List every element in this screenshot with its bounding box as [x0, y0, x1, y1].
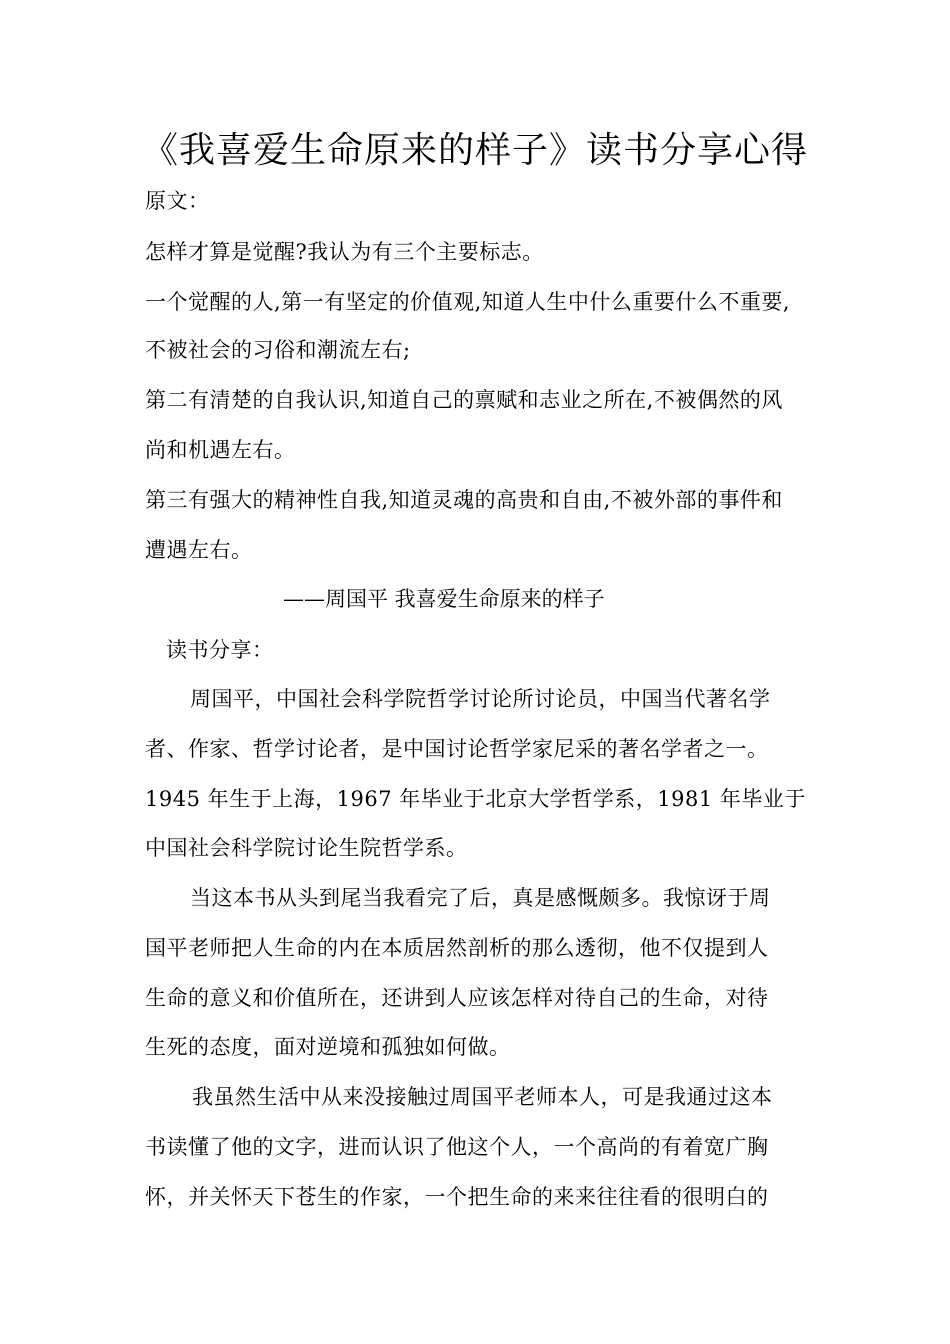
share-heading: 读书分享：	[166, 638, 274, 662]
original-line: 第三有强大的精神性自我,知道灵魂的高贵和自由,不被外部的事件和	[145, 488, 783, 512]
original-line: 不被社会的习俗和潮流左右;	[145, 338, 411, 362]
original-line: 怎样才算是觉醒?我认为有三个主要标志。	[145, 240, 544, 264]
attribution: ——周国平 我喜爱生命原来的样子	[283, 587, 605, 611]
paragraph-line: 周国平，中国社会科学院哲学讨论所讨论员，中国当代著名学	[190, 687, 771, 711]
paragraph-line: 1945 年生于上海，1967 年毕业于北京大学哲学系，1981 年毕业于	[145, 787, 806, 811]
paragraph-line: 中国社会科学院讨论生院哲学系。	[145, 836, 468, 860]
document-title: 《我喜爱生命原来的样子》读书分享心得	[141, 130, 808, 171]
original-heading: 原文：	[145, 189, 210, 213]
paragraph-line: 当这本书从头到尾当我看完了后，真是感慨颇多。我惊讶于周	[190, 886, 771, 910]
paragraph-line: 怀，并关怀天下苍生的作家，一个把生命的来来往往看的很明白的	[145, 1185, 769, 1209]
paragraph-line: 我虽然生活中从来没接触过周国平老师本人，可是我通过这本	[192, 1085, 773, 1109]
paragraph-line: 国平老师把人生命的内在本质居然剖析的那么透彻，他不仅提到人	[145, 936, 769, 960]
original-line: 遭遇左右。	[145, 538, 253, 562]
paragraph-line: 者、作家、哲学讨论者，是中国讨论哲学家尼采的著名学者之一。	[145, 737, 769, 761]
paragraph-line: 生死的态度，面对逆境和孤独如何做。	[145, 1035, 511, 1059]
paragraph-line: 生命的意义和价值所在，还讲到人应该怎样对待自己的生命，对待	[145, 986, 769, 1010]
original-line: 第二有清楚的自我认识,知道自己的禀赋和志业之所在,不被偶然的风	[145, 388, 783, 412]
paragraph-line: 书读懂了他的文字，进而认识了他这个人，一个高尚的有着宽广胸	[145, 1135, 769, 1159]
original-line: 一个觉醒的人,第一有坚定的价值观,知道人生中什么重要什么不重要,	[145, 290, 791, 314]
original-line: 尚和机遇左右。	[145, 438, 296, 462]
